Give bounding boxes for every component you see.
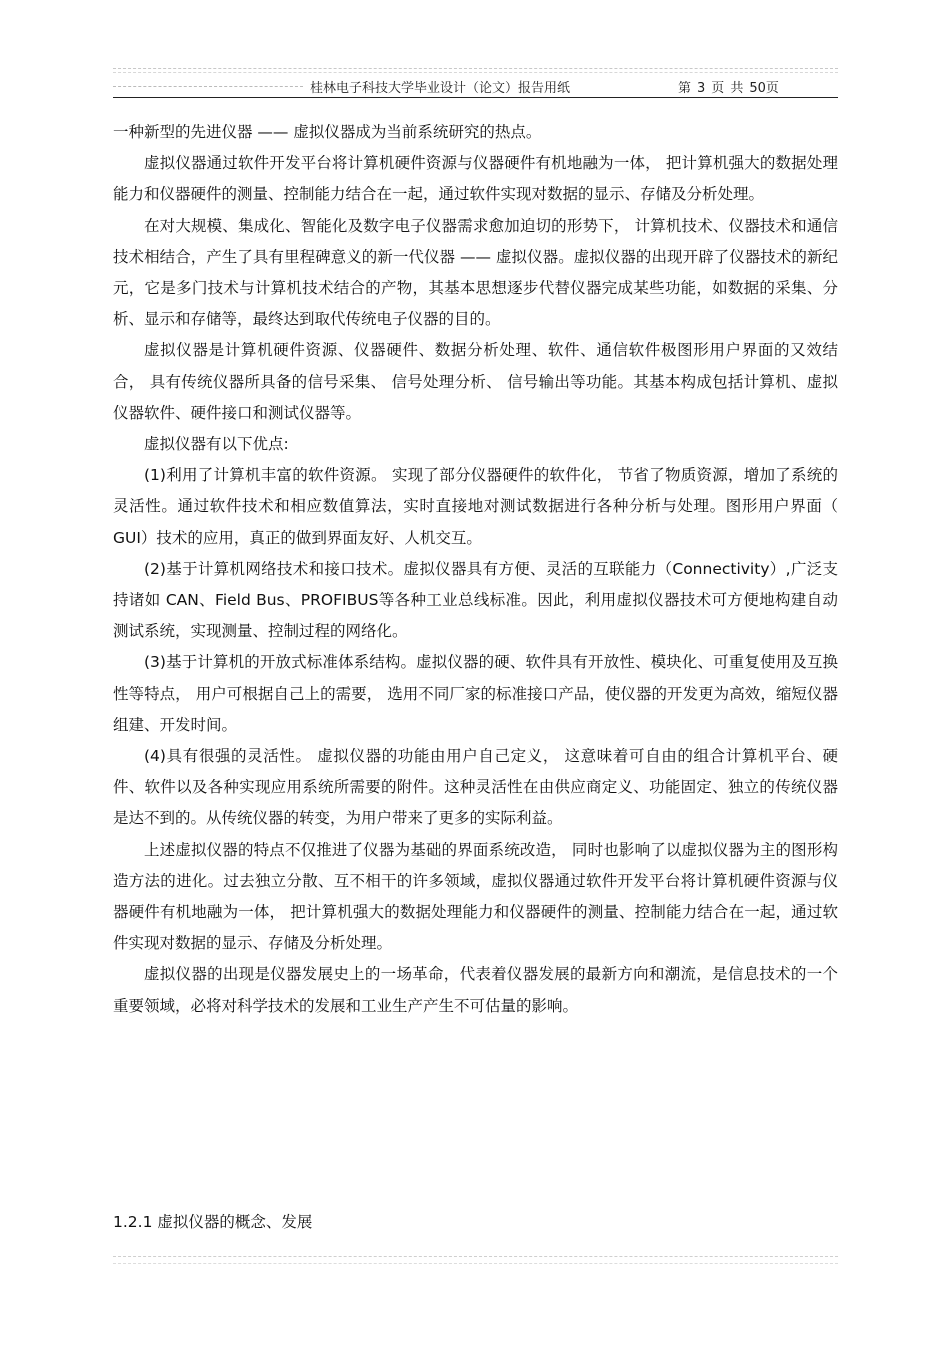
page-unit: 页 [711, 81, 725, 96]
page-header [113, 76, 838, 96]
header-top-dashes [113, 68, 838, 73]
section-heading: 1.2.1 虚拟仪器的概念、发展 [113, 1213, 313, 1231]
paragraph: 虚拟仪器是计算机硬件资源、仪器硬件、数据分析处理、软件、通信软件极图形用户界面的又效结合， 具有传统仪器所具备的信号采集、 信号处理分析、 信号输出等功能。其基本构成包括计算机、虚拟仪器软件、硬件接口和测试仪器等。 [113, 341, 838, 422]
footer-dashes [113, 1256, 838, 1264]
header-rule [113, 97, 838, 98]
paragraph: 在对大规模、集成化、智能化及数字电子仪器需求愈加迫切的形势下， 计算机技术、仪器技术和通信技术相结合，产生了具有里程碑意义的新一代仪器 —— 虚拟仪器。虚拟仪器的出现开辟了仪器技术的新纪元，它是多门技术与计算机技术结合的产物，其基本思想逐步代替仪器完成某些功能，如数据的采集、分析、显示和存储等，最终达到取代传统电子仪器的目的。 [113, 216, 838, 329]
paragraph-advantage-1: (1)利用了计算机丰富的软件资源。 实现了部分仪器硬件的软件化， 节省了物质资源，增加了系统的灵活性。通过软件技术和相应数值算法，实时直接地对测试数据进行各种分析与处理。图形用户界面（ GUI）技术的应用，真正的做到界面友好、人机交互。 [113, 466, 838, 547]
paragraph-advantage-4: (4)具有很强的灵活性。 虚拟仪器的功能由用户自己定义， 这意味着可自由的组合计算机平台、硬件、软件以及各种实现应用系统所需要的附件。这种灵活性在由供应商定义、功能固定、独立的传统仪器是达不到的。从传统仪器的转变，为用户带来了更多的实际利益。 [113, 747, 838, 828]
paragraph-intro: 一种新型的先进仪器 —— 虚拟仪器成为当前系统研究的热点。 [113, 123, 542, 141]
page-current: 3 [697, 81, 706, 96]
paragraph: 虚拟仪器的出现是仪器发展史上的一场革命，代表着仪器发展的最新方向和潮流，是信息技术的一个重要领域，必将对科学技术的发展和工业生产产生不可估量的影响。 [113, 965, 838, 1015]
header-left-dashes [113, 86, 303, 87]
header-school-title: 桂林电子科技大学毕业设计（论文）报告用纸 [310, 81, 571, 96]
paragraph: 虚拟仪器有以下优点: [144, 435, 289, 454]
paragraph: 上述虚拟仪器的特点不仅推进了仪器为基础的界面系统改造， 同时也影响了以虚拟仪器为主的图形构造方法的进化。过去独立分散、互不相干的许多领域，虚拟仪器通过软件开发平台将计算机硬件资源与仪器硬件有机地融为一体， 把计算机强大的数据处理能力和仪器硬件的测量、控制能力结合在一起，通过软件实现对数据的显示、存储及分析处理。 [113, 840, 838, 953]
paragraph-advantage-3: (3)基于计算机的开放式标准体系结构。虚拟仪器的硬、软件具有开放性、模块化、可重复使用及互换性等特点， 用户可根据自己上的需要， 选用不同厂家的标准接口产品，使仪器的开发更为高效，缩短仪器组建、开发时间。 [113, 653, 838, 734]
total-prefix: 共 [730, 81, 744, 96]
page-total: 50页 [749, 81, 779, 96]
page-prefix: 第 [678, 81, 692, 96]
paragraph-advantage-2: (2)基于计算机网络技术和接口技术。虚拟仪器具有方便、灵活的互联能力（Connectivity）,广泛支持诸如 CAN、Field Bus、PROFIBUS等各种工业总线标准。因此，利用虚拟仪器技术可方便地构建自动测试系统，实现测量、控制过程的网络化。 [113, 559, 838, 641]
header-page-info [678, 77, 785, 96]
body-text [113, 117, 838, 1022]
paragraph: 虚拟仪器通过软件开发平台将计算机硬件资源与仪器硬件有机地融为一体， 把计算机强大的数据处理能力和仪器硬件的测量、控制能力结合在一起，通过软件实现对数据的显示、存储及分析处理。 [113, 154, 838, 204]
